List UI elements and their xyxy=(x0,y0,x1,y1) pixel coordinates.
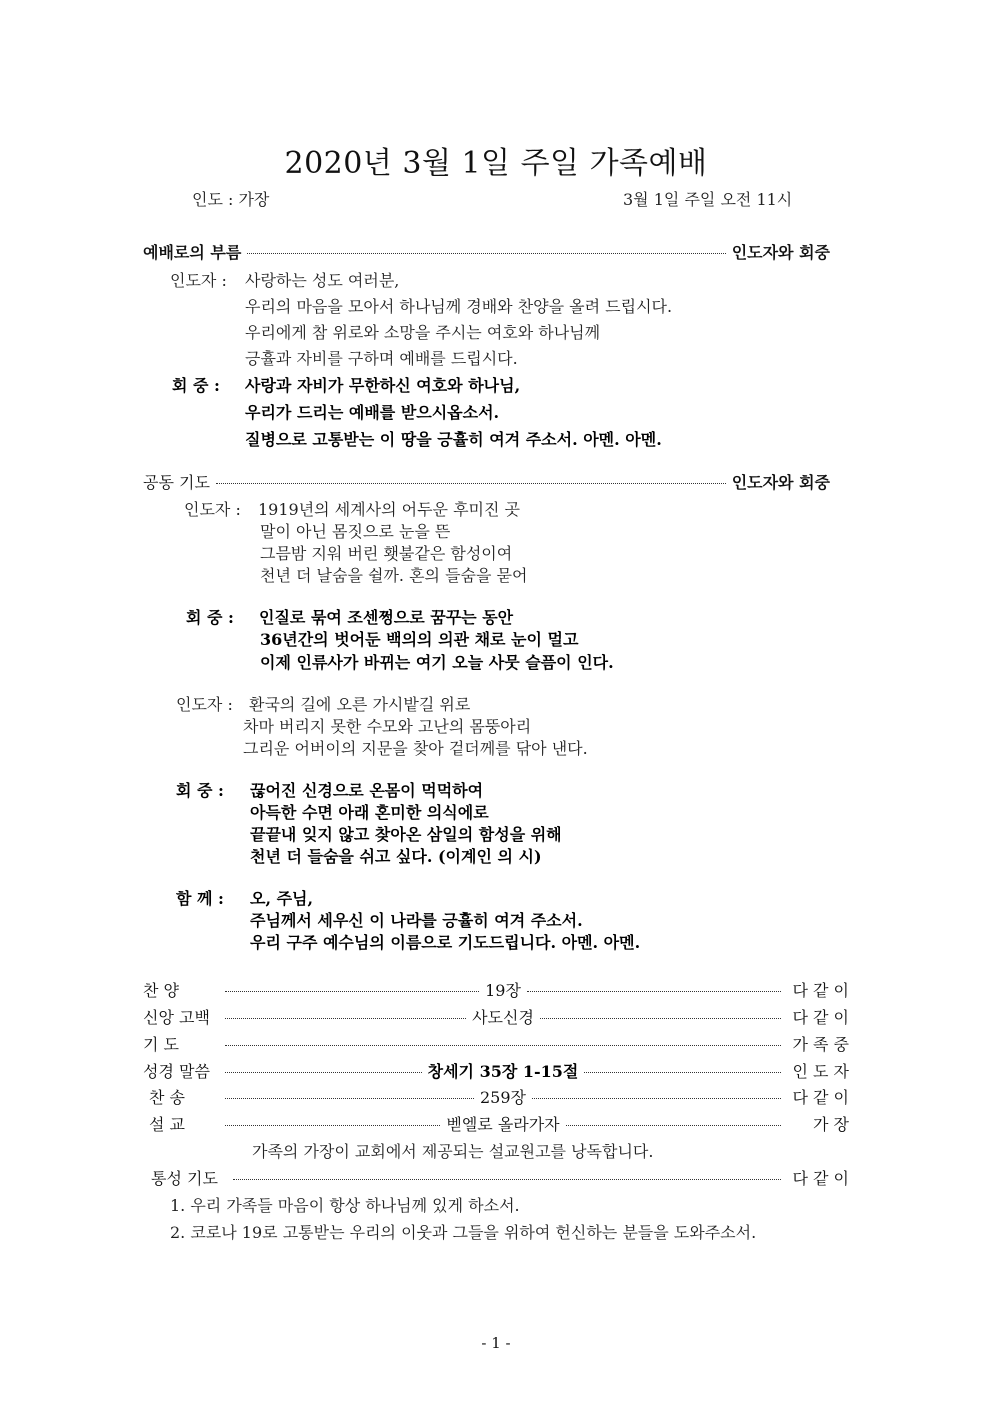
prayer-line: 끝끝내 잊지 않고 찾아온 삼일의 함성을 위해 xyxy=(250,825,562,844)
section-responder: 인도자와 회중 xyxy=(731,243,830,262)
prayer-line: 천년 더 날숨을 쉴까. 혼의 들숨을 묻어 xyxy=(260,566,528,585)
prayer-line: 인질로 묶여 조센쩡으로 꿈꾸는 동안 xyxy=(259,608,514,627)
prayer-line: 우리 구주 예수님의 이름으로 기도드립니다. 아멘. 아멘. xyxy=(250,933,641,952)
speaker-label: 인도자 : xyxy=(176,695,233,714)
order-label: 설 교 xyxy=(149,1115,185,1134)
order-content: 벧엘로 올라가자 xyxy=(446,1115,560,1134)
date-time: 3월 1일 주일 오전 11시 xyxy=(623,190,793,209)
dotted-leader xyxy=(527,991,781,992)
congregation-line: 질병으로 고통받는 이 땅을 긍휼히 여겨 주소서. 아멘. 아멘. xyxy=(245,430,662,449)
prayer-line: 천년 더 들숨을 쉬고 싶다. (이계인 의 시) xyxy=(250,847,542,866)
leader-line: 우리에게 참 위로와 소망을 주시는 여호와 하나님께 xyxy=(245,323,601,342)
prayer-line: 오, 주님, xyxy=(250,889,314,908)
order-label: 찬 송 xyxy=(149,1088,185,1107)
order-label: 통성 기도 xyxy=(151,1169,218,1188)
section-call-to-worship xyxy=(143,240,830,263)
prayer-item: 1. 우리 가족들 마음이 항상 하나님께 있게 하소서. xyxy=(170,1196,520,1215)
order-who: 인 도 자 xyxy=(792,1062,850,1081)
leader-label: 인도자 : xyxy=(170,271,227,290)
order-content: 259장 xyxy=(480,1088,526,1107)
dotted-leader xyxy=(540,1018,781,1019)
dotted-leader xyxy=(584,1072,781,1073)
congregation-label: 회 중 : xyxy=(172,376,220,395)
page-title: 2020년 3월 1일 주일 가족예배 xyxy=(284,146,708,181)
order-content: 창세기 35장 1-15절 xyxy=(427,1062,579,1081)
order-who: 가 장 xyxy=(813,1115,849,1134)
section-heading: 예배로의 부름 xyxy=(143,243,242,262)
order-who: 다 같 이 xyxy=(792,1088,849,1107)
leader-line: 사랑하는 성도 여러분, xyxy=(245,271,400,290)
prayer-line: 말이 아닌 몸짓으로 눈을 뜬 xyxy=(260,522,451,541)
dotted-leader xyxy=(225,991,479,992)
dotted-leader xyxy=(233,1179,781,1180)
prayer-line: 그리운 어버이의 지문을 찾아 겉더께를 닦아 낸다. xyxy=(243,739,588,758)
speaker-label: 인도자 : xyxy=(184,500,241,519)
prayer-line: 끊어진 신경으로 온몸이 먹먹하여 xyxy=(250,781,484,800)
dotted-leader xyxy=(225,1045,781,1046)
order-row xyxy=(143,1112,849,1135)
sermon-note: 가족의 가장이 교회에서 제공되는 설교원고를 낭독합니다. xyxy=(252,1142,654,1161)
section-heading: 공동 기도 xyxy=(143,473,210,492)
order-label: 신앙 고백 xyxy=(143,1008,210,1027)
prayer-line: 차마 버리지 못한 수모와 고난의 몸뚱아리 xyxy=(243,717,532,736)
dotted-leader xyxy=(532,1098,781,1099)
order-row xyxy=(143,1085,849,1108)
order-who: 가 족 중 xyxy=(792,1035,849,1054)
prayer-item: 2. 코로나 19로 고통받는 우리의 이웃과 그들을 위하여 헌신하는 분들을 도와주소서. xyxy=(170,1223,757,1242)
dotted-leader xyxy=(225,1125,440,1126)
dotted-leader xyxy=(225,1018,466,1019)
order-row xyxy=(143,1032,849,1055)
order-label: 찬 양 xyxy=(143,981,179,1000)
prayer-line: 아득한 수면 아래 혼미한 의식에로 xyxy=(250,803,489,822)
order-row xyxy=(143,978,849,1001)
prayer-line: 환국의 길에 오른 가시밭길 위로 xyxy=(249,695,471,714)
order-row-intercession xyxy=(151,1166,849,1189)
dotted-leader xyxy=(225,1072,422,1073)
congregation-line: 우리가 드리는 예배를 받으시옵소서. xyxy=(245,403,500,422)
dotted-leader xyxy=(216,483,726,484)
order-row xyxy=(143,1005,849,1028)
order-content: 사도신경 xyxy=(472,1008,534,1027)
speaker-label: 회 중 : xyxy=(176,781,224,800)
section-responder: 인도자와 회중 xyxy=(731,473,830,492)
speaker-label: 회 중 : xyxy=(186,608,234,627)
section-joint-prayer xyxy=(143,470,830,493)
order-content: 19장 xyxy=(485,981,521,1000)
dotted-leader xyxy=(225,1098,474,1099)
leader-line: 긍휼과 자비를 구하며 예배를 드립시다. xyxy=(245,349,518,368)
order-who: 다 같 이 xyxy=(792,981,850,1000)
order-row xyxy=(143,1059,849,1082)
order-who: 다 같 이 xyxy=(792,1008,850,1027)
order-who: 다 같 이 xyxy=(792,1169,849,1188)
prayer-line: 그믐밤 지워 버린 횃불같은 함성이여 xyxy=(260,544,513,563)
prayer-line: 1919년의 세계사의 어두운 후미진 곳 xyxy=(258,500,520,519)
dotted-leader xyxy=(247,253,725,254)
speaker-label: 함 께 : xyxy=(176,889,224,908)
page-number: - 1 - xyxy=(481,1334,511,1352)
prayer-line: 주님께서 세우신 이 나라를 긍휼히 여겨 주소서. xyxy=(250,911,583,930)
congregation-line: 사랑과 자비가 무한하신 여호와 하나님, xyxy=(245,376,521,395)
order-label: 성경 말씀 xyxy=(143,1062,210,1081)
prayer-line: 36년간의 벗어둔 백의의 의관 채로 눈이 멀고 xyxy=(260,630,579,649)
leader-line: 우리의 마음을 모아서 하나님께 경배와 찬양을 올려 드립시다. xyxy=(245,297,673,316)
leader-info: 인도 : 가장 xyxy=(192,190,270,209)
prayer-line: 이제 인류사가 바뀌는 여기 오늘 사뭇 슬픔이 인다. xyxy=(260,653,614,672)
dotted-leader xyxy=(566,1125,781,1126)
order-label: 기 도 xyxy=(143,1035,179,1054)
